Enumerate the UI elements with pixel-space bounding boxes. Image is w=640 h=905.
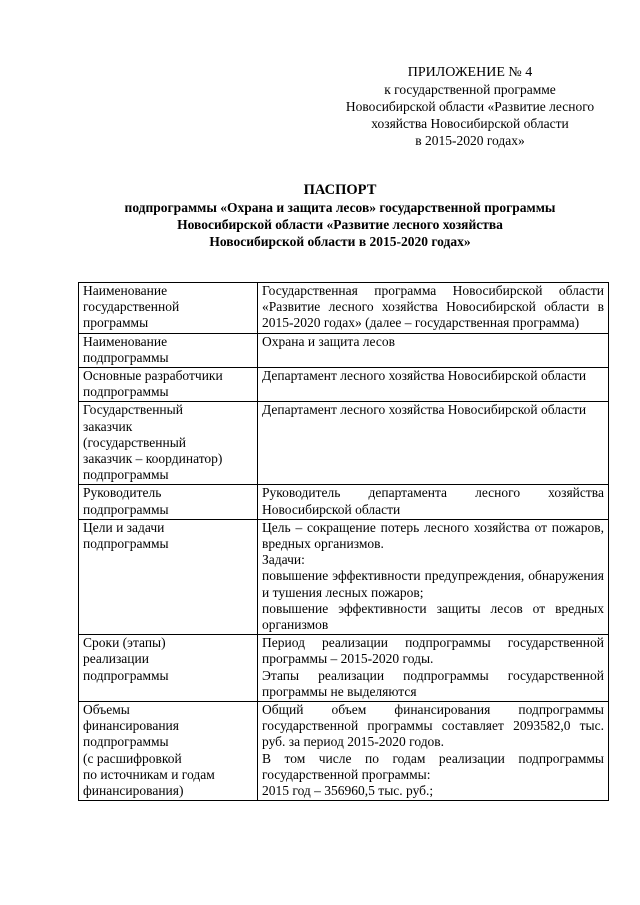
appendix-heading: ПРИЛОЖЕНИЕ № 4 xyxy=(407,65,533,80)
label-line: Основные разработчики xyxy=(83,368,223,384)
label-line: программы xyxy=(83,315,149,331)
table-row xyxy=(79,519,609,634)
appendix-line: Новосибирской области «Развитие лесного xyxy=(345,99,595,114)
table-row xyxy=(79,333,609,367)
title-heading: ПАСПОРТ xyxy=(303,182,377,198)
value-paragraph: Руководитель департамента лесного хозяйства Новосибирской области xyxy=(262,485,604,517)
label-line: Сроки (этапы) xyxy=(83,635,166,651)
row-value xyxy=(258,635,609,702)
label-line: (с расшифровкой xyxy=(83,750,182,766)
row-value xyxy=(258,368,609,402)
value-paragraph: Департамент лесного хозяйства Новосибирской области xyxy=(262,368,587,384)
table-row xyxy=(79,635,609,702)
label-line: подпрограммы xyxy=(83,734,169,750)
value-paragraph: В том числе по годам реализации подпрограммы государственной программы: xyxy=(262,750,604,782)
label-line: Руководитель xyxy=(83,485,162,501)
row-label xyxy=(79,333,258,367)
value-paragraph: Период реализации подпрограммы государственной программы – 2015-2020 годы. xyxy=(262,635,604,667)
appendix-block xyxy=(300,64,640,149)
row-value xyxy=(258,283,609,334)
label-line: Государственный xyxy=(83,402,183,418)
label-line: Цели и задачи xyxy=(83,519,165,535)
row-label xyxy=(79,635,258,702)
label-line: Объемы xyxy=(83,702,130,718)
table-row xyxy=(79,485,609,519)
row-label xyxy=(79,368,258,402)
row-label xyxy=(79,402,258,485)
appendix-line: в 2015-2020 годах» xyxy=(415,133,525,148)
value-paragraph: повышение эффективности предупреждения, обнаружения и тушения лесных пожаров; xyxy=(262,568,604,600)
row-value xyxy=(258,485,609,519)
value-paragraph: 2015 год – 356960,5 тыс. руб.; xyxy=(262,783,434,799)
value-paragraph: Этапы реализации подпрограммы государственной программы не выделяются xyxy=(262,667,604,699)
row-label xyxy=(79,485,258,519)
row-value xyxy=(258,702,609,801)
label-line: финансирования) xyxy=(83,783,184,799)
label-line: заказчик xyxy=(83,418,133,434)
title-line: подпрограммы «Охрана и защита лесов» государственной программы xyxy=(124,200,556,215)
row-value xyxy=(258,333,609,367)
passport-table xyxy=(78,282,609,801)
row-label xyxy=(79,283,258,334)
appendix-line: к государственной программе xyxy=(384,82,556,97)
value-paragraph: Государственная программа Новосибирской области «Развитие лесного хозяйства Новосибирской области в 2015-2020 годах» (далее – государственная программа) xyxy=(262,283,604,331)
document-title xyxy=(70,182,610,250)
value-paragraph: Охрана и защита лесов xyxy=(262,333,395,349)
label-line: подпрограммы xyxy=(83,467,169,483)
label-line: заказчик – координатор) xyxy=(83,451,223,467)
row-label xyxy=(79,519,258,634)
label-line: Наименование xyxy=(83,333,168,349)
value-paragraph: Департамент лесного хозяйства Новосибирской области xyxy=(262,402,587,418)
table-row xyxy=(79,402,609,485)
table-row xyxy=(79,702,609,801)
label-line: государственной xyxy=(83,299,180,315)
label-line: Наименование xyxy=(83,283,168,298)
label-line: подпрограммы xyxy=(83,349,169,365)
label-line: реализации xyxy=(83,651,149,667)
label-line: подпрограммы xyxy=(83,667,169,683)
label-line: подпрограммы xyxy=(83,501,169,517)
row-label xyxy=(79,702,258,801)
value-paragraph: Задачи: xyxy=(262,552,305,568)
row-value xyxy=(258,402,609,485)
label-line: финансирования xyxy=(83,718,179,734)
appendix-line: хозяйства Новосибирской области xyxy=(371,116,569,131)
title-line: Новосибирской области в 2015-2020 годах» xyxy=(209,234,471,249)
title-line: Новосибирской области «Развитие лесного хозяйства xyxy=(177,217,503,232)
table-row xyxy=(79,283,609,334)
label-line: подпрограммы xyxy=(83,384,169,400)
value-paragraph: Цель – сокращение потерь лесного хозяйства от пожаров, вредных организмов. xyxy=(262,519,604,552)
row-value xyxy=(258,519,609,634)
value-paragraph: повышение эффективности защиты лесов от вредных организмов xyxy=(262,600,604,633)
value-paragraph: Общий объем финансирования подпрограммы государственной программы составляет 2093582,0 тыс. руб. за период 2015-2020 годов. xyxy=(262,702,604,750)
label-line: подпрограммы xyxy=(83,536,169,552)
table-row xyxy=(79,368,609,402)
label-line: (государственный xyxy=(83,434,187,450)
label-line: по источникам и годам xyxy=(83,766,215,782)
